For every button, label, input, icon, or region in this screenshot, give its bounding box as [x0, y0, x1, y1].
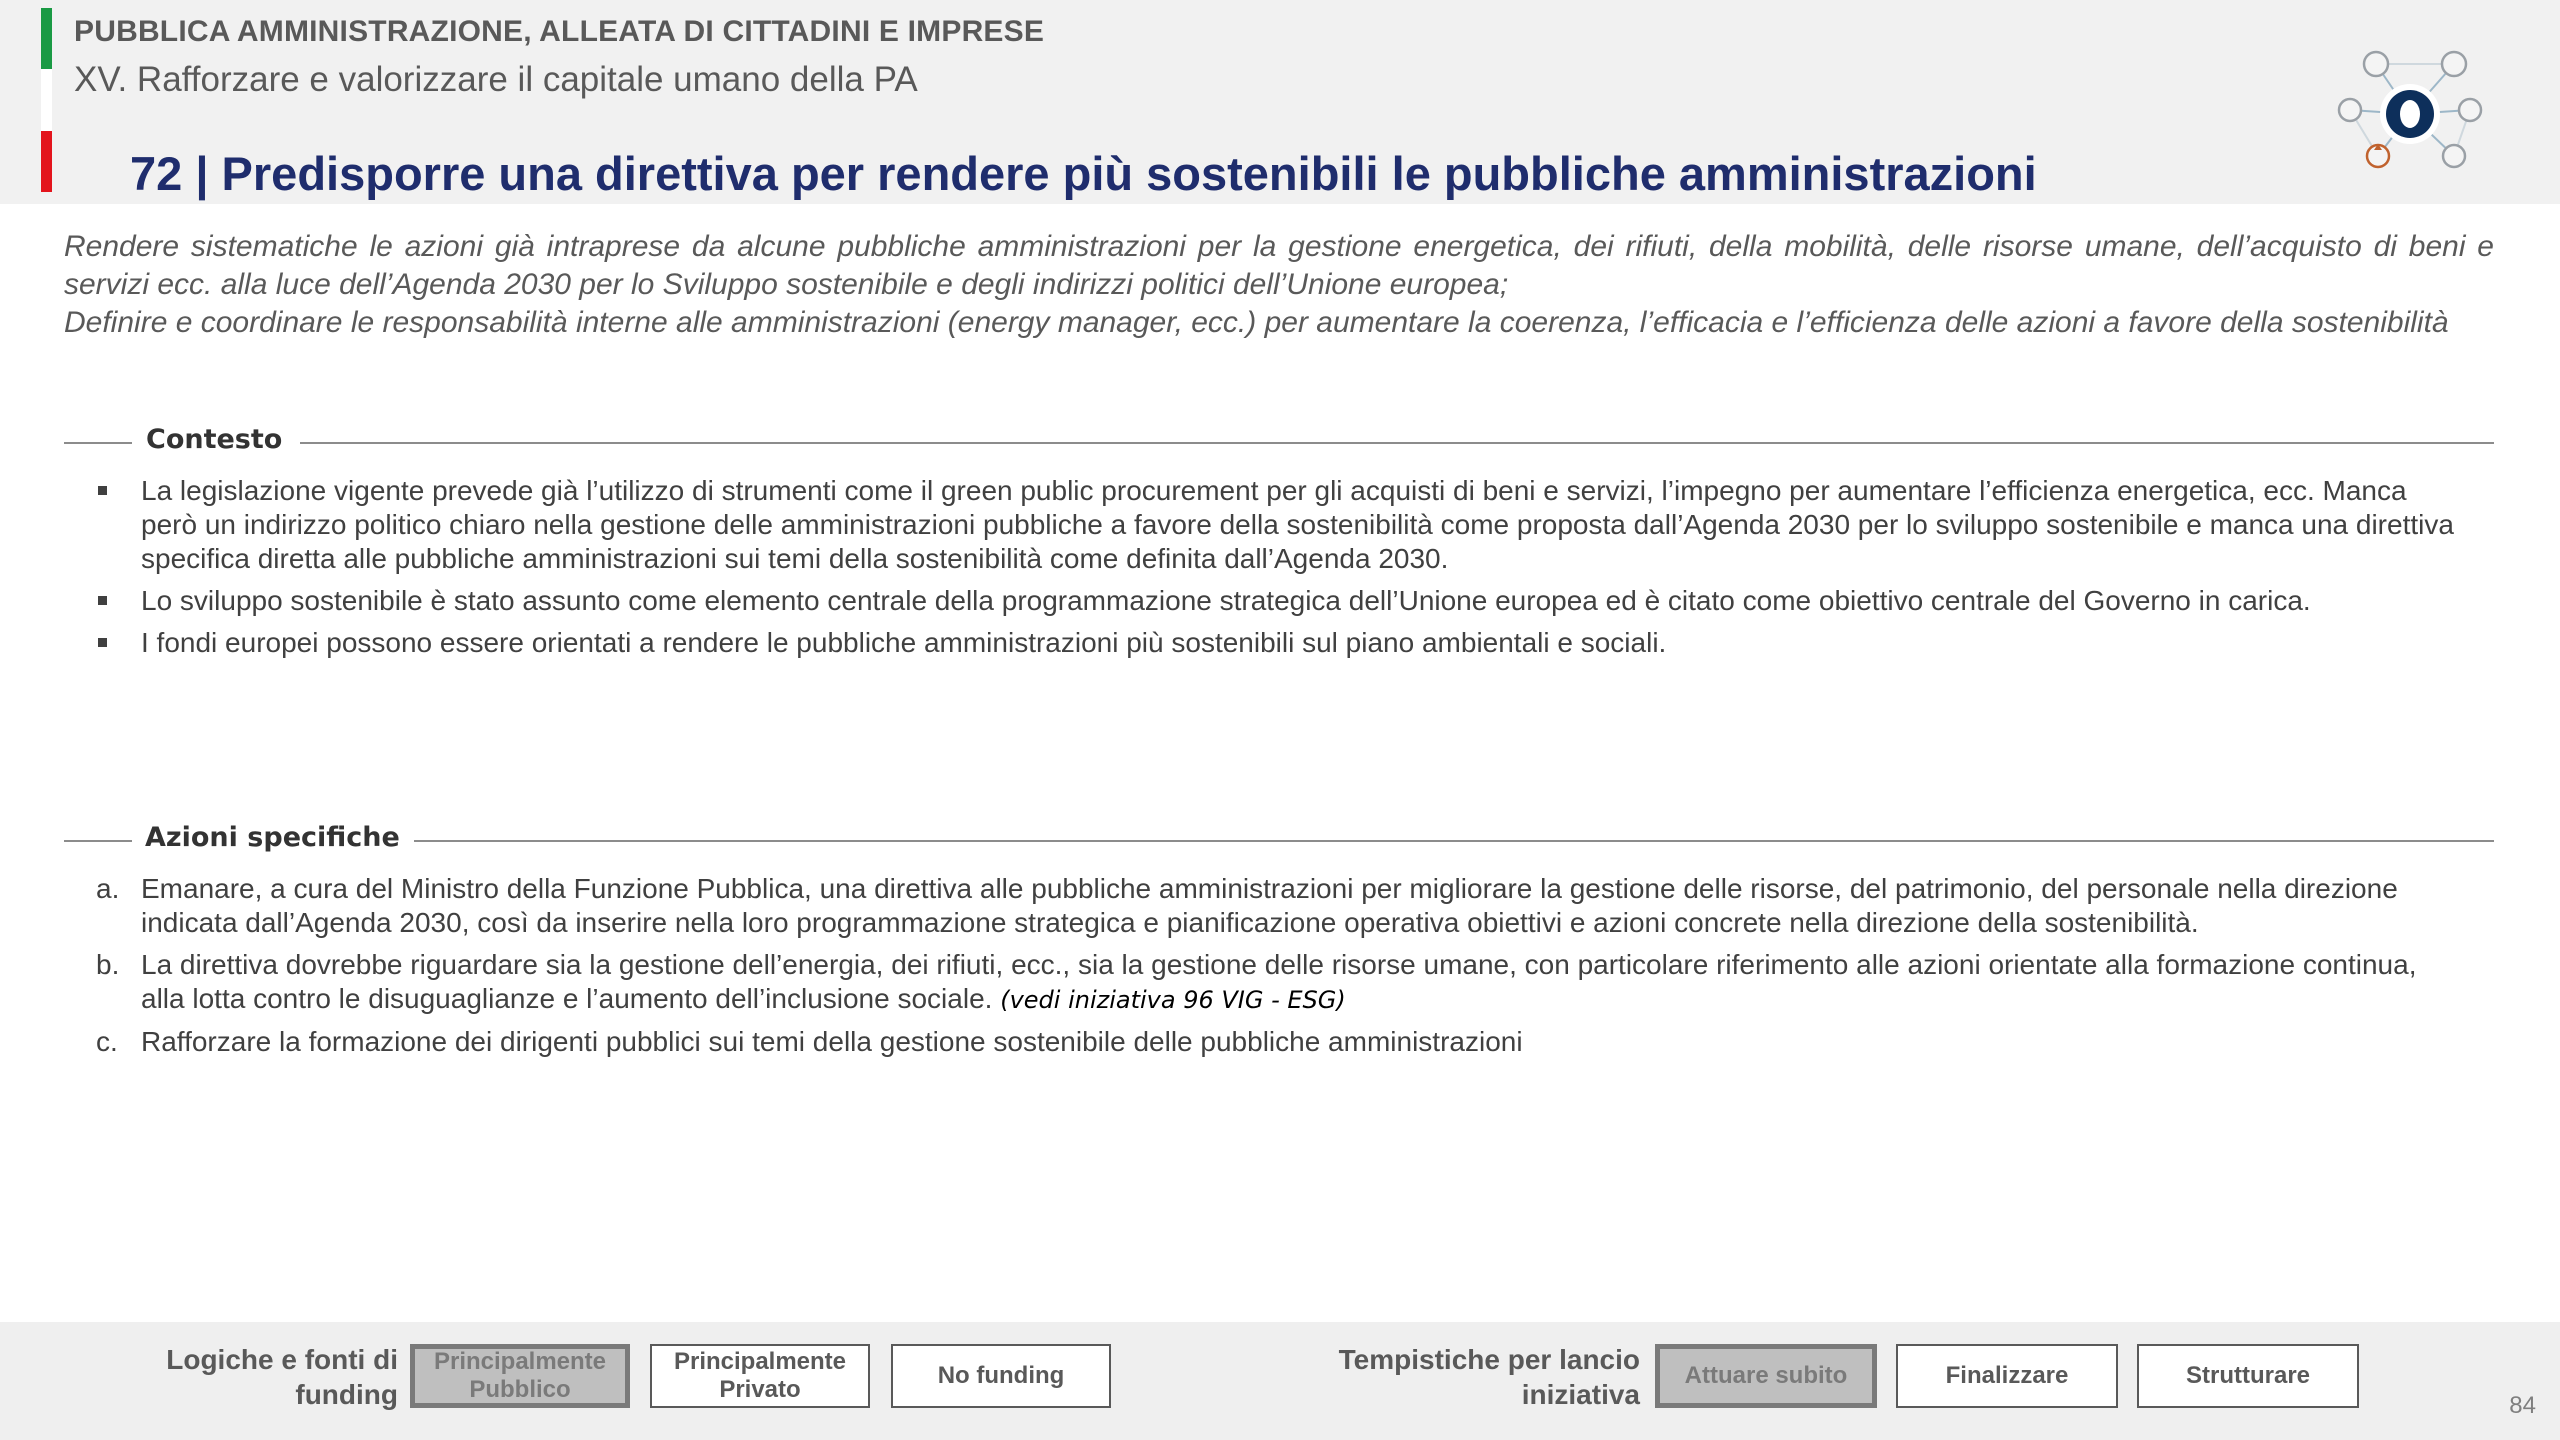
footer-band	[0, 1322, 2560, 1440]
network-logo-icon	[2330, 44, 2490, 184]
contesto-list	[96, 474, 2456, 668]
funding-option-no-funding[interactable]: No funding	[891, 1344, 1111, 1408]
contesto-heading	[64, 422, 2494, 462]
list-item	[96, 1025, 2456, 1059]
list-item: Lo sviluppo sostenibile è stato assunto come elemento centrale della programmazione strategica dell’Unione europea ed è citato come obiettivo centrale del Governo in carica.	[96, 584, 2456, 618]
section-kicker: PUBBLICA AMMINISTRAZIONE, ALLEATA DI CITTADINI E IMPRESE	[74, 15, 1045, 48]
contesto-label: Contesto	[146, 424, 283, 455]
page-title: 72 | Predisporre una direttiva per rendere più sostenibili le pubbliche amministrazioni	[130, 147, 2037, 200]
chapter-subtitle: XV. Rafforzare e valorizzare il capitale umano della PA	[74, 60, 918, 99]
list-item	[96, 872, 2456, 940]
item-text: La direttiva dovrebbe riguardare sia la gestione dell’energia, dei rifiuti, ecc., sia la gestione delle risorse umane, con particolare riferimento alle azioni orientate alla formazione continua, alla lotta contro le disuguaglianze e l’aumento dell’inclusione sociale.	[141, 949, 2417, 1014]
timing-option-strutturare[interactable]: Strutturare	[2137, 1344, 2359, 1408]
timing-option-finalizzare[interactable]: Finalizzare	[1896, 1344, 2118, 1408]
item-text: Rafforzare la formazione dei dirigenti pubblici sui temi della gestione sostenibile delle pubbliche amministrazioni	[141, 1026, 1523, 1057]
item-note: (vedi iniziativa 96 VIG - ESG)	[1000, 986, 1346, 1014]
funding-option-pubblico[interactable]: Principalmente Pubblico	[410, 1344, 630, 1408]
azioni-heading	[64, 820, 2494, 860]
funding-label: Logiche e fonti di funding	[166, 1344, 398, 1410]
header-band	[0, 0, 2560, 204]
list-item	[96, 948, 2456, 1017]
timing-option-attuare-subito[interactable]: Attuare subito	[1655, 1344, 1877, 1408]
item-letter: a.	[96, 873, 120, 904]
italian-flag-bar	[41, 8, 52, 192]
list-item: La legislazione vigente prevede già l’utilizzo di strumenti come il green public procurement per gli acquisti di beni e servizi, l’impegno per aumentare l’efficienza energetica, ecc. Manca però un indirizzo politico chiaro nella gestione delle amministrazioni pubbliche a favore della sostenibilità come proposta dall’Agenda 2030 per lo sviluppo sostenibile e manca una direttiva specifica diretta alle pubbliche amministrazioni sui temi della sostenibilità come definita dall’Agenda 2030.	[96, 474, 2456, 576]
item-letter: c.	[96, 1026, 118, 1057]
page-number: 84	[2509, 1392, 2536, 1419]
list-item: I fondi europei possono essere orientati a rendere le pubbliche amministrazioni più sostenibili sul piano ambientali e sociali.	[96, 626, 2456, 660]
objectives-text	[64, 228, 2494, 342]
azioni-label: Azioni specifiche	[145, 822, 400, 853]
azioni-list	[96, 872, 2456, 1067]
objective-2: Definire e coordinare le responsabilità interne alle amministrazioni (energy manager, ecc.) per aumentare la coerenza, l’efficacia e l’efficienza delle azioni a favore della sostenibilità	[64, 306, 2449, 339]
objective-1: Rendere sistematiche le azioni già intraprese da alcune pubbliche amministrazioni per la gestione energetica, dei rifiuti, della mobilità, delle risorse umane, dell’acquisto di beni e servizi ecc. alla luce dell’Agenda 2030 per lo Sviluppo sostenibile e degli indirizzi politici dell’Unione europea;	[64, 230, 2494, 301]
timing-label: Tempistiche per lancio iniziativa	[1338, 1344, 1640, 1410]
funding-option-privato[interactable]: Principalmente Privato	[650, 1344, 870, 1408]
item-text: Emanare, a cura del Ministro della Funzione Pubblica, una direttiva alle pubbliche amministrazioni per migliorare la gestione delle risorse, del patrimonio, del personale nella direzione indicata dall’Agenda 2030, così da inserire nella loro programmazione strategica e pianificazione operativa obiettivi e azioni concrete nella direzione della sostenibilità.	[141, 873, 2398, 938]
item-letter: b.	[96, 949, 120, 980]
